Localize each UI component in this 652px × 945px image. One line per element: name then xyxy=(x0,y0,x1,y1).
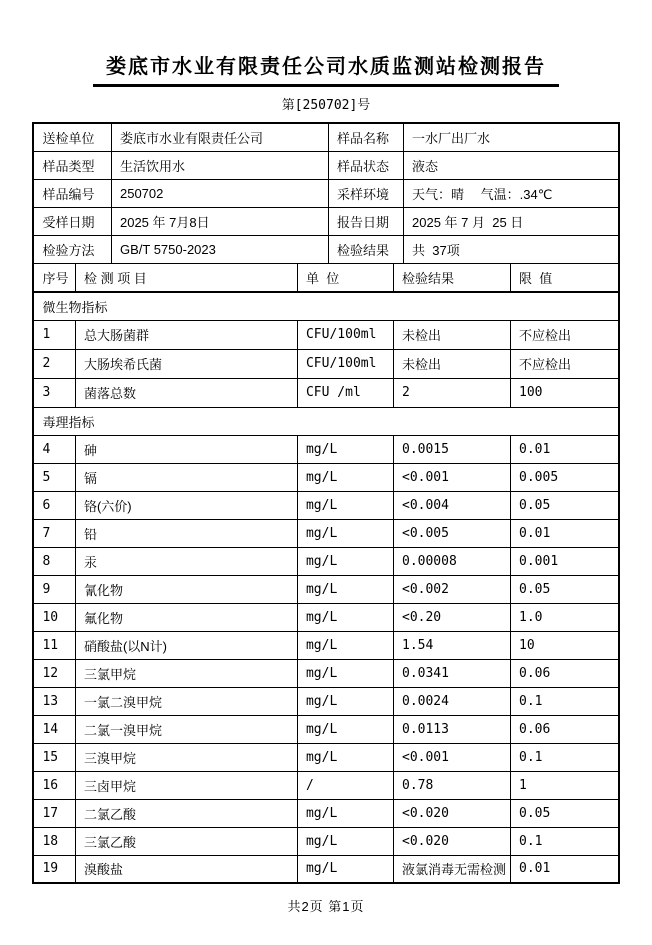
table-row xyxy=(33,603,618,631)
info-value: 生活饮用水 xyxy=(111,151,328,179)
cell-item: 溴酸盐 xyxy=(75,855,297,883)
table-row xyxy=(33,491,618,519)
cell-unit: mg/L xyxy=(297,463,393,491)
cell-unit: mg/L xyxy=(297,743,393,771)
cell-no: 5 xyxy=(33,463,75,491)
cell-item: 砷 xyxy=(75,435,297,463)
info-value: 250702 xyxy=(111,179,328,207)
cell-item: 大肠埃希氏菌 xyxy=(75,349,297,378)
info-label: 采样环境 xyxy=(329,179,404,207)
info-label: 受样日期 xyxy=(33,207,111,235)
table-row xyxy=(33,799,618,827)
info-value: 2025 年 7月8日 xyxy=(111,207,328,235)
cell-item: 三溴甲烷 xyxy=(75,743,297,771)
cell-result: 2 xyxy=(394,378,511,407)
cell-result: <0.020 xyxy=(394,799,511,827)
cell-item: 镉 xyxy=(75,463,297,491)
table-row xyxy=(33,435,618,463)
cell-limit: 0.001 xyxy=(511,547,619,575)
cell-no: 14 xyxy=(33,715,75,743)
page-footer: 共2页 第1页 xyxy=(287,899,365,914)
cell-result: 未检出 xyxy=(394,349,511,378)
cell-result: 液氯消毒无需检测 xyxy=(394,855,511,883)
table-row xyxy=(33,349,618,378)
table-row xyxy=(33,855,618,883)
doc-number: 第[250702]号 xyxy=(281,98,371,113)
cell-unit: mg/L xyxy=(297,519,393,547)
cell-item: 三氯甲烷 xyxy=(75,659,297,687)
cell-limit: 不应检出 xyxy=(511,349,619,378)
cell-limit: 0.06 xyxy=(511,715,619,743)
page-title: 娄底市水业有限责任公司水质监测站检测报告 xyxy=(93,50,559,87)
cell-unit: mg/L xyxy=(297,435,393,463)
cell-item: 硝酸盐(以N计) xyxy=(75,631,297,659)
cell-limit: 0.01 xyxy=(511,855,619,883)
table-row xyxy=(33,320,618,349)
cell-no: 2 xyxy=(33,349,75,378)
cell-result: <0.002 xyxy=(394,575,511,603)
info-value: 娄底市水业有限责任公司 xyxy=(111,123,328,151)
cell-unit: mg/L xyxy=(297,547,393,575)
table-row xyxy=(33,547,618,575)
info-value: 天气：晴 气温：.34℃ xyxy=(404,179,619,207)
table-row xyxy=(33,687,618,715)
cell-result: <0.001 xyxy=(394,463,511,491)
info-value: GB/T 5750-2023 xyxy=(111,235,328,263)
table-row xyxy=(33,235,618,263)
cell-result: <0.020 xyxy=(394,827,511,855)
cell-no: 19 xyxy=(33,855,75,883)
cell-item: 氰化物 xyxy=(75,575,297,603)
cell-limit: 0.01 xyxy=(511,519,619,547)
cell-result: <0.004 xyxy=(394,491,511,519)
cell-limit: 0.01 xyxy=(511,435,619,463)
table-row xyxy=(33,463,618,491)
cell-item: 铬(六价) xyxy=(75,491,297,519)
cell-unit: CFU /ml xyxy=(297,378,393,407)
table-row xyxy=(33,179,618,207)
cell-item: 三卤甲烷 xyxy=(75,771,297,799)
cell-no: 6 xyxy=(33,491,75,519)
info-label: 样品状态 xyxy=(329,151,404,179)
cell-limit: 0.05 xyxy=(511,575,619,603)
cell-no: 12 xyxy=(33,659,75,687)
cell-result: 0.0341 xyxy=(394,659,511,687)
cell-unit: mg/L xyxy=(297,631,393,659)
cell-unit: mg/L xyxy=(297,687,393,715)
cell-no: 15 xyxy=(33,743,75,771)
cell-item: 总大肠菌群 xyxy=(75,320,297,349)
cell-result: <0.20 xyxy=(394,603,511,631)
cell-result: 未检出 xyxy=(394,320,511,349)
cell-limit: 0.06 xyxy=(511,659,619,687)
info-label: 样品编号 xyxy=(33,179,111,207)
table-row xyxy=(33,378,618,407)
info-label: 检验结果 xyxy=(329,235,404,263)
cell-limit: 1.0 xyxy=(511,603,619,631)
col-header-no: 序号 xyxy=(33,263,75,292)
cell-limit: 100 xyxy=(511,378,619,407)
cell-result: 0.00008 xyxy=(394,547,511,575)
cell-result: <0.005 xyxy=(394,519,511,547)
cell-item: 菌落总数 xyxy=(75,378,297,407)
cell-limit: 0.1 xyxy=(511,687,619,715)
col-header-unit: 单 位 xyxy=(297,263,393,292)
cell-item: 氟化物 xyxy=(75,603,297,631)
table-row xyxy=(33,123,618,151)
cell-no: 11 xyxy=(33,631,75,659)
table-row xyxy=(33,743,618,771)
cell-no: 7 xyxy=(33,519,75,547)
cell-unit: mg/L xyxy=(297,855,393,883)
cell-limit: 0.05 xyxy=(511,491,619,519)
section-row-microbiological xyxy=(33,292,618,320)
cell-limit: 0.1 xyxy=(511,743,619,771)
results-header-row xyxy=(33,263,618,292)
table-row xyxy=(33,659,618,687)
col-header-item: 检 测 项 目 xyxy=(75,263,297,292)
info-label: 样品类型 xyxy=(33,151,111,179)
cell-unit: mg/L xyxy=(297,659,393,687)
table-row xyxy=(33,715,618,743)
cell-no: 17 xyxy=(33,799,75,827)
cell-unit: mg/L xyxy=(297,799,393,827)
cell-no: 13 xyxy=(33,687,75,715)
cell-unit: CFU/100ml xyxy=(297,320,393,349)
cell-unit: mg/L xyxy=(297,491,393,519)
info-label: 检验方法 xyxy=(33,235,111,263)
cell-limit: 10 xyxy=(511,631,619,659)
cell-unit: mg/L xyxy=(297,715,393,743)
table-row xyxy=(33,519,618,547)
table-row xyxy=(33,575,618,603)
info-value: 2025 年 7 月 25 日 xyxy=(404,207,619,235)
cell-result: <0.001 xyxy=(394,743,511,771)
cell-no: 1 xyxy=(33,320,75,349)
info-label: 报告日期 xyxy=(329,207,404,235)
cell-no: 16 xyxy=(33,771,75,799)
info-value: 一水厂出厂水 xyxy=(404,123,619,151)
cell-limit: 0.05 xyxy=(511,799,619,827)
cell-no: 8 xyxy=(33,547,75,575)
section-title: 毒理指标 xyxy=(33,407,618,435)
cell-unit: / xyxy=(297,771,393,799)
table-row xyxy=(33,827,618,855)
cell-result: 0.0015 xyxy=(394,435,511,463)
cell-result: 1.54 xyxy=(394,631,511,659)
section-row-toxicological xyxy=(33,407,618,435)
report-table xyxy=(32,122,619,884)
table-row xyxy=(33,151,618,179)
cell-item: 一氯二溴甲烷 xyxy=(75,687,297,715)
cell-result: 0.78 xyxy=(394,771,511,799)
cell-unit: mg/L xyxy=(297,603,393,631)
cell-item: 汞 xyxy=(75,547,297,575)
cell-item: 二氯乙酸 xyxy=(75,799,297,827)
cell-no: 10 xyxy=(33,603,75,631)
col-header-limit: 限 值 xyxy=(511,263,619,292)
cell-no: 3 xyxy=(33,378,75,407)
cell-no: 18 xyxy=(33,827,75,855)
cell-no: 9 xyxy=(33,575,75,603)
info-label: 送检单位 xyxy=(33,123,111,151)
cell-item: 三氯乙酸 xyxy=(75,827,297,855)
info-value: 共 37项 xyxy=(404,235,619,263)
cell-unit: mg/L xyxy=(297,575,393,603)
info-label: 样品名称 xyxy=(329,123,404,151)
info-value: 液态 xyxy=(404,151,619,179)
cell-unit: CFU/100ml xyxy=(297,349,393,378)
cell-item: 二氯一溴甲烷 xyxy=(75,715,297,743)
cell-result: 0.0113 xyxy=(394,715,511,743)
cell-item: 铅 xyxy=(75,519,297,547)
table-row xyxy=(33,771,618,799)
title-wrap xyxy=(0,50,652,87)
cell-limit: 0.1 xyxy=(511,827,619,855)
table-row xyxy=(33,631,618,659)
cell-limit: 不应检出 xyxy=(511,320,619,349)
cell-result: 0.0024 xyxy=(394,687,511,715)
col-header-result: 检验结果 xyxy=(394,263,511,292)
cell-no: 4 xyxy=(33,435,75,463)
cell-limit: 0.005 xyxy=(511,463,619,491)
cell-unit: mg/L xyxy=(297,827,393,855)
cell-limit: 1 xyxy=(511,771,619,799)
section-title: 微生物指标 xyxy=(33,292,618,320)
table-row xyxy=(33,207,618,235)
